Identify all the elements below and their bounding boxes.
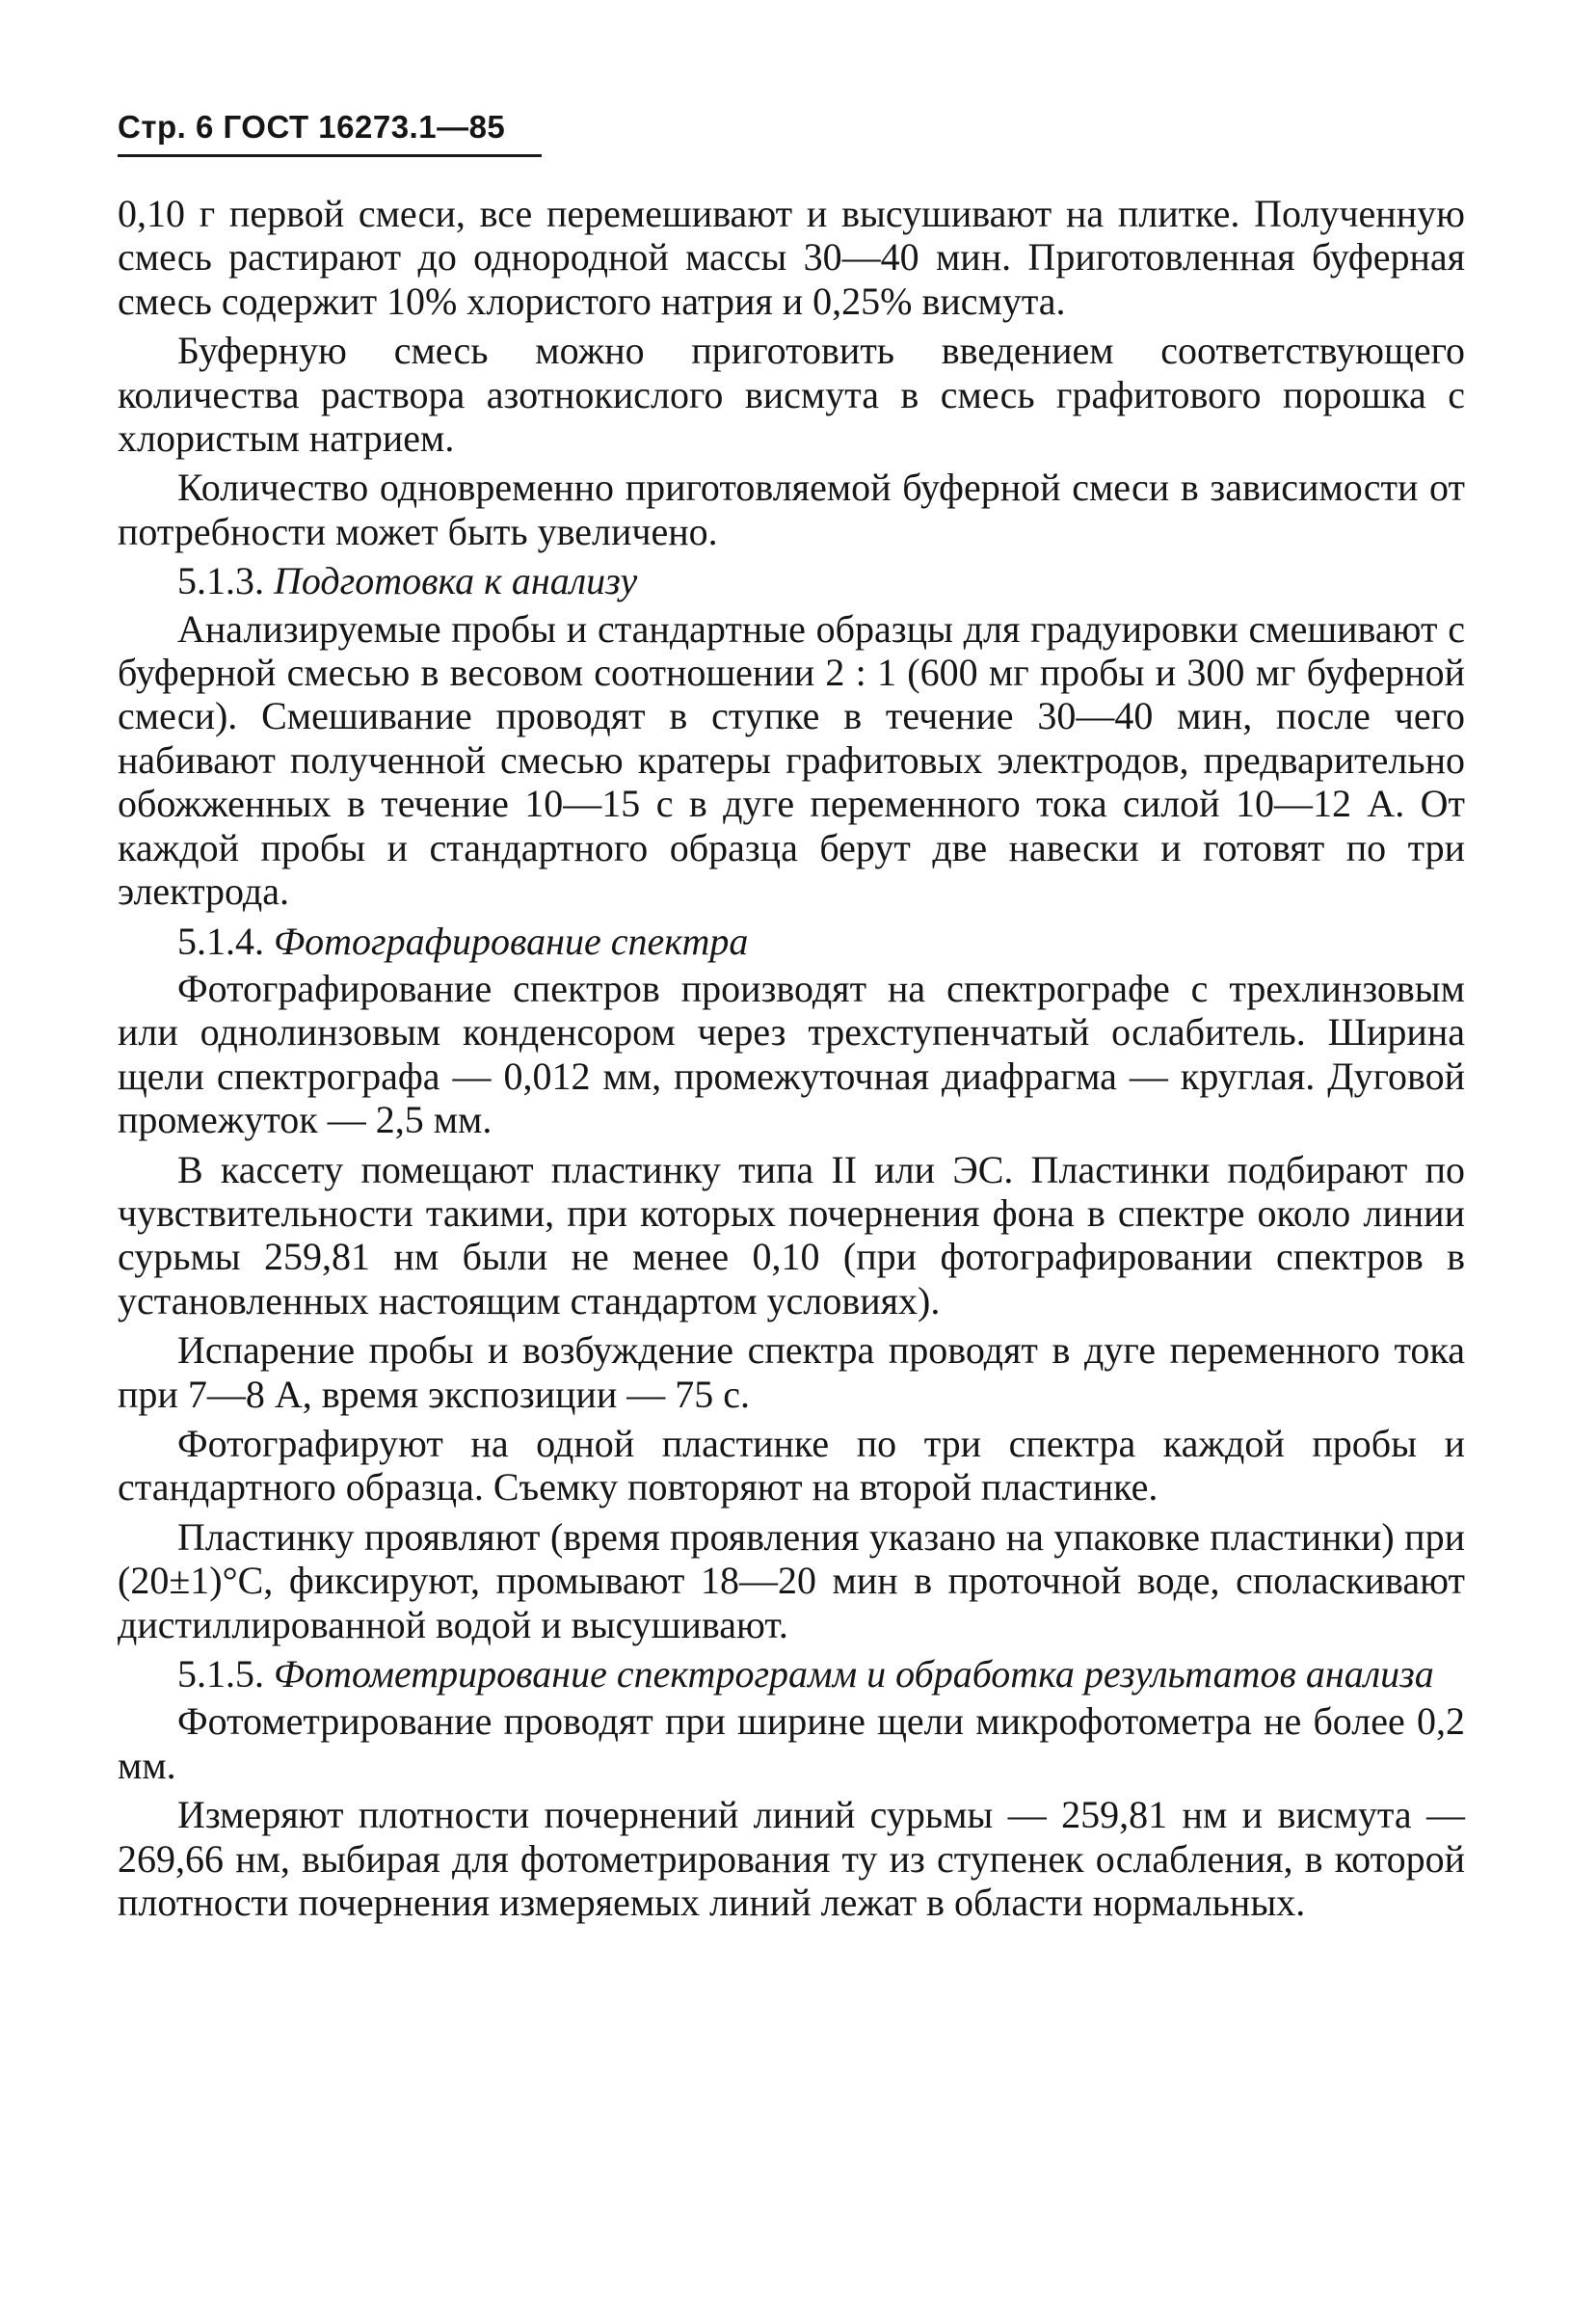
section-title: Фотометрирование спектрограмм и обработка результатов анализа	[274, 1652, 1434, 1696]
paragraph: Фотометрирование проводят при ширине щели микрофотометра не более 0,2 мм.	[118, 1699, 1465, 1787]
paragraph: Буферную смесь можно приготовить введением соответствующего количества раствора азотнокислого висмута в смесь графитового порошка с хлористым натрием.	[118, 329, 1465, 461]
paragraph: Анализируемые пробы и стандартные образцы для градуировки смешивают с буферной смесью в весовом соотношении 2 : 1 (600 мг пробы и 300 мг буферной смеси). Смешивание проводят в ступке в течение 30—40 мин, после чего набивают полученной смесью кратеры графитовых электродов, предварительно обожженных в течение 10—15 с в дуге переменного тока силой 10—12 А. От каждой пробы и стандартного образца берут две навески и готовят по три электрода.	[118, 606, 1465, 914]
section-number: 5.1.5.	[177, 1652, 264, 1696]
paragraph: Количество одновременно приготовляемой буферной смеси в зависимости от потребности может быть увеличено.	[118, 466, 1465, 553]
section-title: Подготовка к анализу	[274, 559, 638, 603]
paragraph: Фотографирование спектров производят на спектрографе с трехлинзовым или однолинзовым конденсором через трехступенчатый ослабитель. Ширина щели спектрографа — 0,012 мм, промежуточная диафрагма — круглая. Дуговой промежуток — 2,5 мм.	[118, 966, 1465, 1142]
section-number: 5.1.3.	[177, 559, 264, 603]
section-title: Фотографирование спектра	[274, 919, 749, 963]
paragraph: Испарение пробы и возбуждение спектра проводят в дуге переменного тока при 7—8 А, время экспозиции — 75 с.	[118, 1328, 1465, 1416]
section-heading-5-1-3	[118, 559, 1465, 602]
section-heading-5-1-5	[118, 1652, 1465, 1696]
paragraph: Фотографируют на одной пластинке по три спектра каждой пробы и стандартного образца. Съемку повторяют на второй пластинке.	[118, 1421, 1465, 1509]
section-number: 5.1.4.	[177, 919, 264, 963]
paragraph: 0,10 г первой смеси, все перемешивают и высушивают на плитке. Полученную смесь растирают до однородной массы 30—40 мин. Приготовленная буферная смесь содержит 10% хлористого натрия и 0,25% висмута.	[118, 192, 1465, 323]
running-header: Стр. 6 ГОСТ 16273.1—85	[118, 108, 542, 157]
paragraph: Измеряют плотности почернений линий сурьмы — 259,81 нм и висмута — 269,66 нм, выбирая для фотометрирования ту из ступенек ослабления, в которой плотности почернения измеряемых линий лежат в области нормальных.	[118, 1793, 1465, 1925]
document-body	[118, 192, 1465, 1924]
document-page	[118, 108, 1465, 1930]
paragraph: Пластинку проявляют (время проявления указано на упаковке пластинки) при (20±1)°С, фиксируют, промывают 18—20 мин в проточной воде, споласкивают дистиллированной водой и высушивают.	[118, 1514, 1465, 1646]
paragraph: В кассету помещают пластинку типа II или ЭС. Пластинки подбирают по чувствительности такими, при которых почернения фона в спектре около линии сурьмы 259,81 нм были не менее 0,10 (при фотографировании спектров в установленных настоящим стандартом условиях).	[118, 1147, 1465, 1322]
section-heading-5-1-4	[118, 920, 1465, 963]
